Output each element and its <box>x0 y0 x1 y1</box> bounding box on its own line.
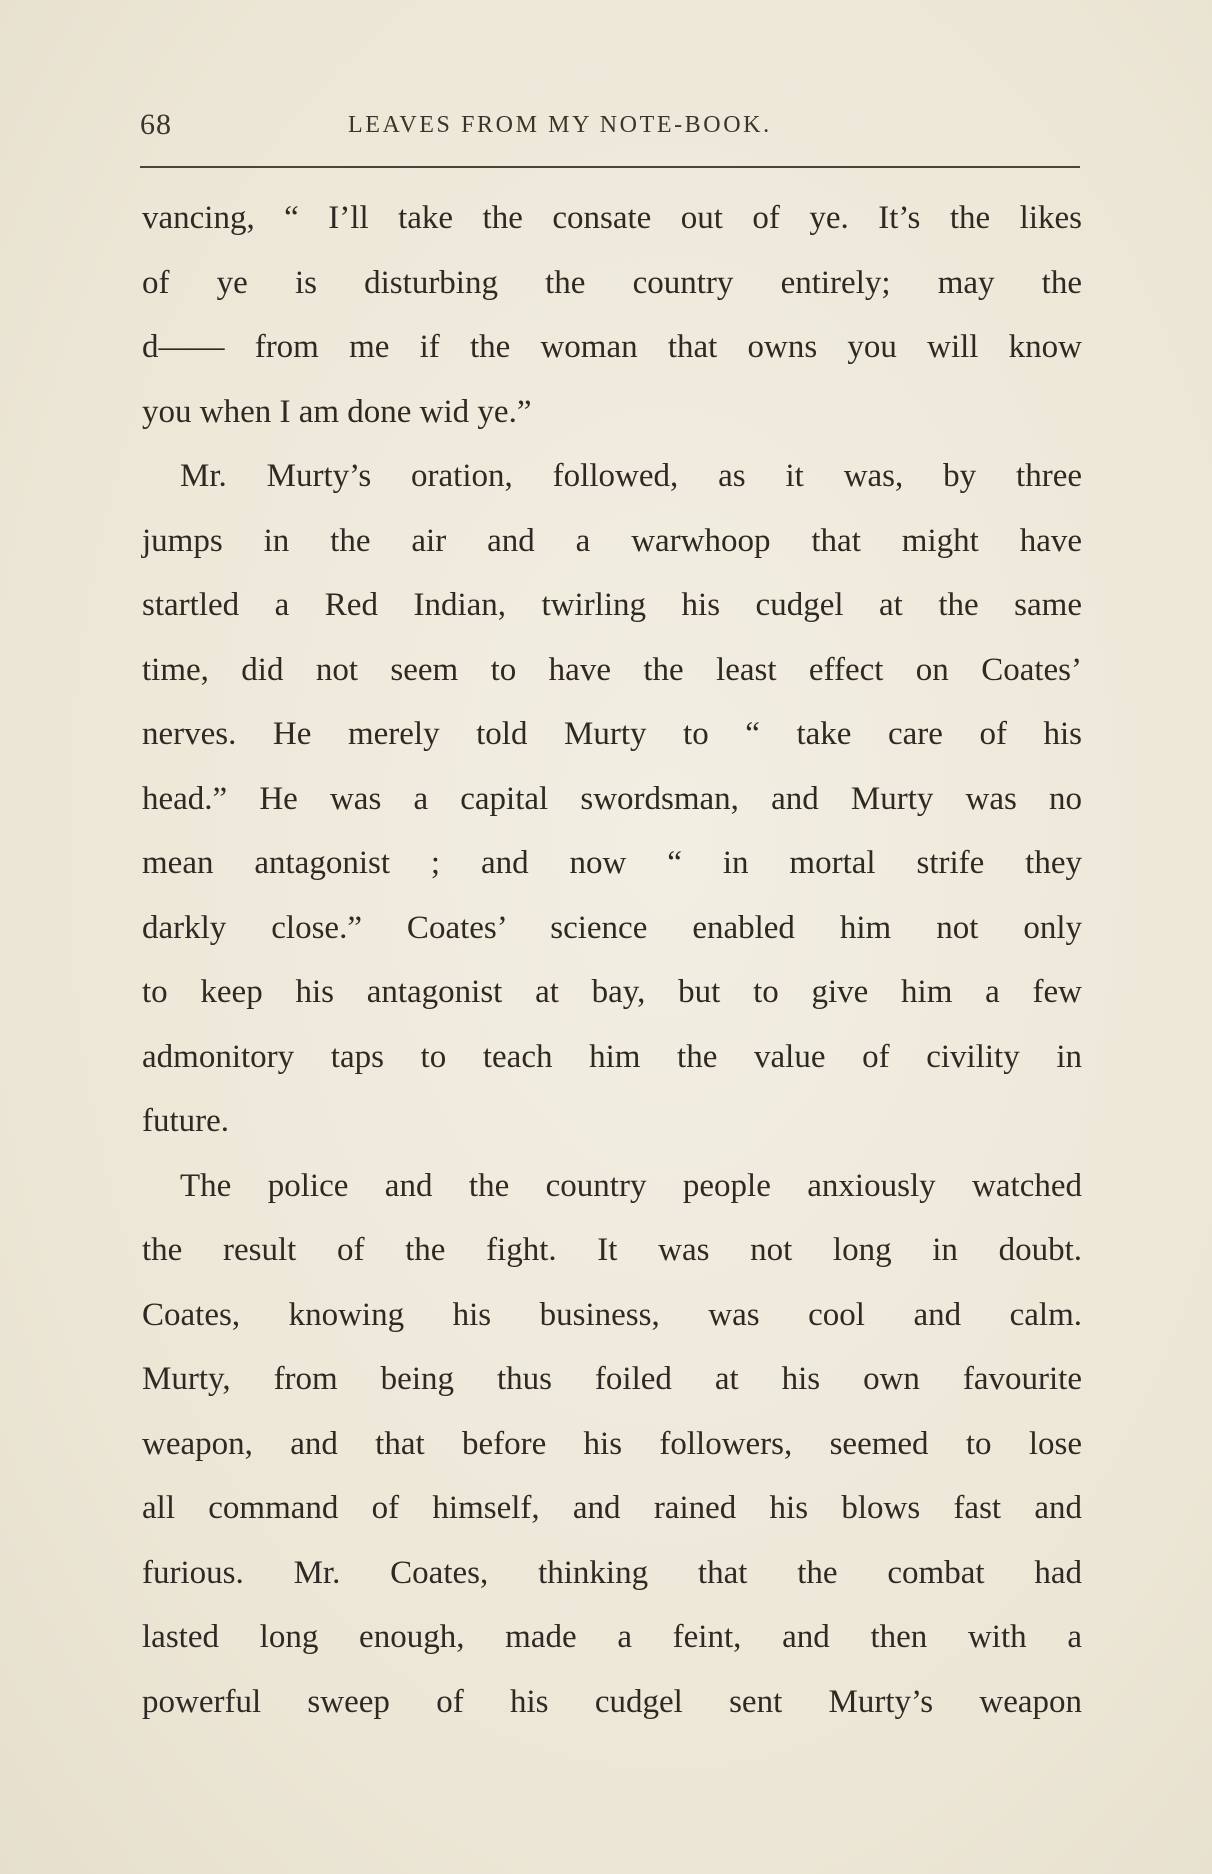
paragraph-first-line: Mr. Murty’s oration, followed, as it was, by three <box>180 458 1082 494</box>
paragraph-first-line: The police and the country people anxiously watched <box>180 1167 1082 1204</box>
text-line: darkly close.” Coates’ science enabled him not only <box>142 909 1082 946</box>
text-line: of ye is disturbing the country entirely; may the <box>142 264 1082 301</box>
text-line: jumps in the air and a warwhoop that might have <box>142 522 1082 559</box>
text-line: startled a Red Indian, twirling his cudgel at the same <box>142 587 1082 623</box>
text-line: nerves. He merely told Murty to “ take care of his <box>142 716 1082 752</box>
text-line: time, did not seem to have the least effect on Coates’ <box>142 651 1082 688</box>
header-rule <box>140 166 1080 168</box>
text-line: future. <box>142 1103 230 1139</box>
text-line: d—— from me if the woman that owns you will know <box>142 329 1082 365</box>
text-line: furious. Mr. Coates, thinking that the combat had <box>142 1554 1082 1591</box>
text-line: head.” He was a capital swordsman, and Murty was no <box>142 780 1082 817</box>
text-line: powerful sweep of his cudgel sent Murty’s weapon <box>142 1683 1082 1720</box>
page-header <box>140 108 1080 148</box>
text-line: admonitory taps to teach him the value of civility in <box>142 1038 1082 1075</box>
text-line: Murty, from being thus foiled at his own favourite <box>142 1361 1082 1397</box>
text-line: you when I am done wid ye.” <box>142 393 532 430</box>
running-head: LEAVES FROM MY NOTE-BOOK. <box>348 112 772 138</box>
page-number: 68 <box>140 108 172 141</box>
text-line: vancing, “ I’ll take the consate out of ye. It’s the likes <box>142 200 1082 236</box>
text-line: lasted long enough, made a feint, and then with a <box>142 1619 1082 1655</box>
text-line: weapon, and that before his followers, seemed to lose <box>142 1425 1082 1462</box>
text-line: to keep his antagonist at bay, but to give him a few <box>142 974 1082 1010</box>
body-text <box>142 186 1082 1734</box>
text-line: Coates, knowing his business, was cool and calm. <box>142 1296 1082 1333</box>
text-line: the result of the fight. It was not long in doubt. <box>142 1232 1082 1268</box>
text-line: mean antagonist ; and now “ in mortal strife they <box>142 845 1082 881</box>
text-line: all command of himself, and rained his blows fast and <box>142 1490 1082 1526</box>
